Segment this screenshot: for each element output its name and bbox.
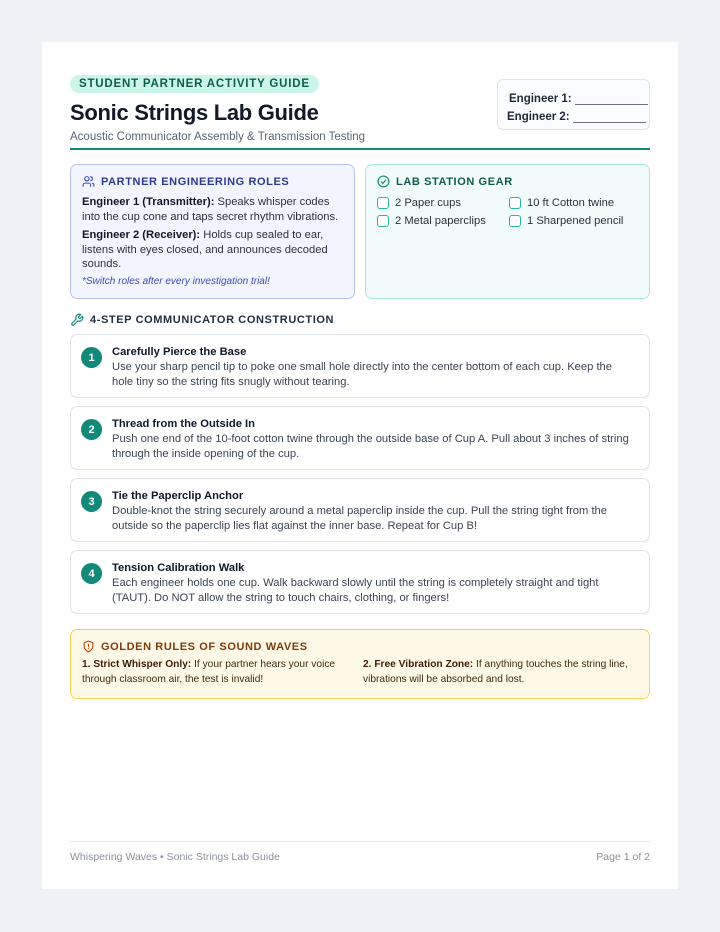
step-title: Thread from the Outside In bbox=[112, 418, 255, 430]
footer-page-number: Page 1 of 2 bbox=[596, 851, 650, 863]
page-title: Sonic Strings Lab Guide bbox=[70, 100, 319, 125]
gear-checkbox[interactable] bbox=[377, 215, 389, 227]
step-card bbox=[70, 550, 650, 614]
steps-heading bbox=[70, 313, 334, 327]
step-title: Tie the Paperclip Anchor bbox=[112, 490, 244, 502]
page-content bbox=[70, 74, 650, 863]
step-title: Tension Calibration Walk bbox=[112, 562, 245, 574]
users-icon bbox=[82, 175, 95, 188]
step-number-badge: 4 bbox=[81, 563, 102, 584]
step-number-badge: 3 bbox=[81, 491, 102, 512]
golden-rule-text: If anything touches the string line, vibrations will be absorbed and lost. bbox=[363, 659, 628, 685]
step-body bbox=[112, 345, 632, 390]
engineer-2-blank[interactable] bbox=[573, 111, 646, 123]
gear-checkbox[interactable] bbox=[377, 197, 389, 209]
step-number-badge: 2 bbox=[81, 419, 102, 440]
footer-document-title: Whispering Waves • Sonic Strings Lab Guide bbox=[70, 851, 280, 863]
role-text: Holds cup sealed to ear, listens with eyes closed, and announces decoded sounds. bbox=[82, 229, 328, 270]
gear-label: 2 Metal paperclips bbox=[395, 214, 486, 227]
step-card bbox=[70, 406, 650, 470]
gear-list bbox=[377, 195, 638, 228]
engineer-2-line bbox=[507, 105, 649, 123]
step-number-badge: 1 bbox=[81, 347, 102, 368]
step-card bbox=[70, 478, 650, 542]
step-text: Double-knot the string securely around a metal paperclip inside the cup. Pull the string tight from the outside so the paperclip lies flat against the inner base. Repeat for Cup B! bbox=[112, 505, 608, 532]
gear-item[interactable] bbox=[377, 195, 509, 210]
step-body bbox=[112, 561, 632, 606]
step-card bbox=[70, 334, 650, 398]
step-text: Use your sharp pencil tip to poke one small hole directly into the center bottom of each cup. Keep the hole tiny so the string fits snugly without tearing. bbox=[112, 361, 612, 388]
gear-item[interactable] bbox=[509, 195, 641, 210]
step-text: Each engineer holds one cup. Walk backward slowly until the string is completely straight and tight (TAUT). Do NOT allow the string to touch chairs, clothing, or fingers! bbox=[112, 577, 599, 604]
engineer-1-line bbox=[507, 87, 649, 105]
check-circle-icon bbox=[377, 175, 390, 188]
gear-item[interactable] bbox=[509, 213, 641, 228]
golden-rule-text: If your partner hears your voice through classroom air, the test is invalid! bbox=[82, 659, 336, 685]
document-page bbox=[42, 42, 678, 889]
steps-list bbox=[70, 334, 650, 622]
golden-rules-list bbox=[82, 657, 638, 687]
steps-heading-text: 4-STEP COMMUNICATOR CONSTRUCTION bbox=[90, 314, 335, 326]
engineer-2-label: Engineer 2: bbox=[507, 111, 570, 123]
gear-label: 1 Sharpened pencil bbox=[527, 214, 624, 227]
golden-rule-item bbox=[363, 657, 638, 687]
gear-checkbox[interactable] bbox=[509, 215, 521, 227]
gear-label: 2 Paper cups bbox=[395, 196, 461, 209]
engineer-1-label: Engineer 1: bbox=[509, 93, 572, 105]
shield-alert-icon bbox=[82, 640, 95, 653]
gear-checkbox[interactable] bbox=[509, 197, 521, 209]
role-item bbox=[82, 195, 343, 224]
roles-card bbox=[70, 164, 355, 299]
role-text: Speaks whisper codes into the cup cone and taps secret rhythm vibrations. bbox=[82, 196, 339, 223]
roles-heading bbox=[82, 175, 343, 188]
golden-rule-name: 1. Strict Whisper Only: bbox=[82, 659, 192, 670]
gear-label: 10 ft Cotton twine bbox=[527, 196, 615, 209]
page-header bbox=[70, 74, 650, 143]
step-title: Carefully Pierce the Base bbox=[112, 346, 247, 358]
gear-heading-text: LAB STATION GEAR bbox=[396, 175, 513, 188]
page-subtitle: Acoustic Communicator Assembly & Transmission Testing bbox=[70, 131, 366, 143]
engineer-1-blank[interactable] bbox=[575, 93, 648, 105]
roles-heading-text: PARTNER ENGINEERING ROLES bbox=[101, 175, 290, 188]
golden-rules-box bbox=[70, 629, 650, 699]
engineer-names-box bbox=[497, 79, 650, 130]
gear-heading bbox=[377, 175, 638, 188]
activity-badge: STUDENT PARTNER ACTIVITY GUIDE bbox=[70, 75, 319, 93]
role-item bbox=[82, 228, 343, 272]
golden-rules-heading bbox=[82, 640, 638, 653]
step-text: Push one end of the 10-foot cotton twine through the outside base of Cup A. Pull about 3 inches of string through the inside opening of the cup. bbox=[112, 433, 629, 460]
golden-rule-item bbox=[82, 657, 363, 687]
gear-card bbox=[365, 164, 650, 299]
role-name: Engineer 2 (Receiver): bbox=[82, 229, 201, 241]
step-body bbox=[112, 417, 632, 462]
page-footer bbox=[70, 841, 650, 863]
step-body bbox=[112, 489, 632, 534]
header-divider bbox=[70, 148, 650, 150]
wrench-icon bbox=[70, 313, 84, 327]
golden-rule-name: 2. Free Vibration Zone: bbox=[363, 659, 474, 670]
roles-note: *Switch roles after every investigation trial! bbox=[82, 275, 270, 287]
golden-rules-heading-text: GOLDEN RULES OF SOUND WAVES bbox=[101, 640, 308, 653]
info-cards bbox=[70, 164, 650, 299]
role-name: Engineer 1 (Transmitter): bbox=[82, 196, 215, 208]
gear-item[interactable] bbox=[377, 213, 509, 228]
